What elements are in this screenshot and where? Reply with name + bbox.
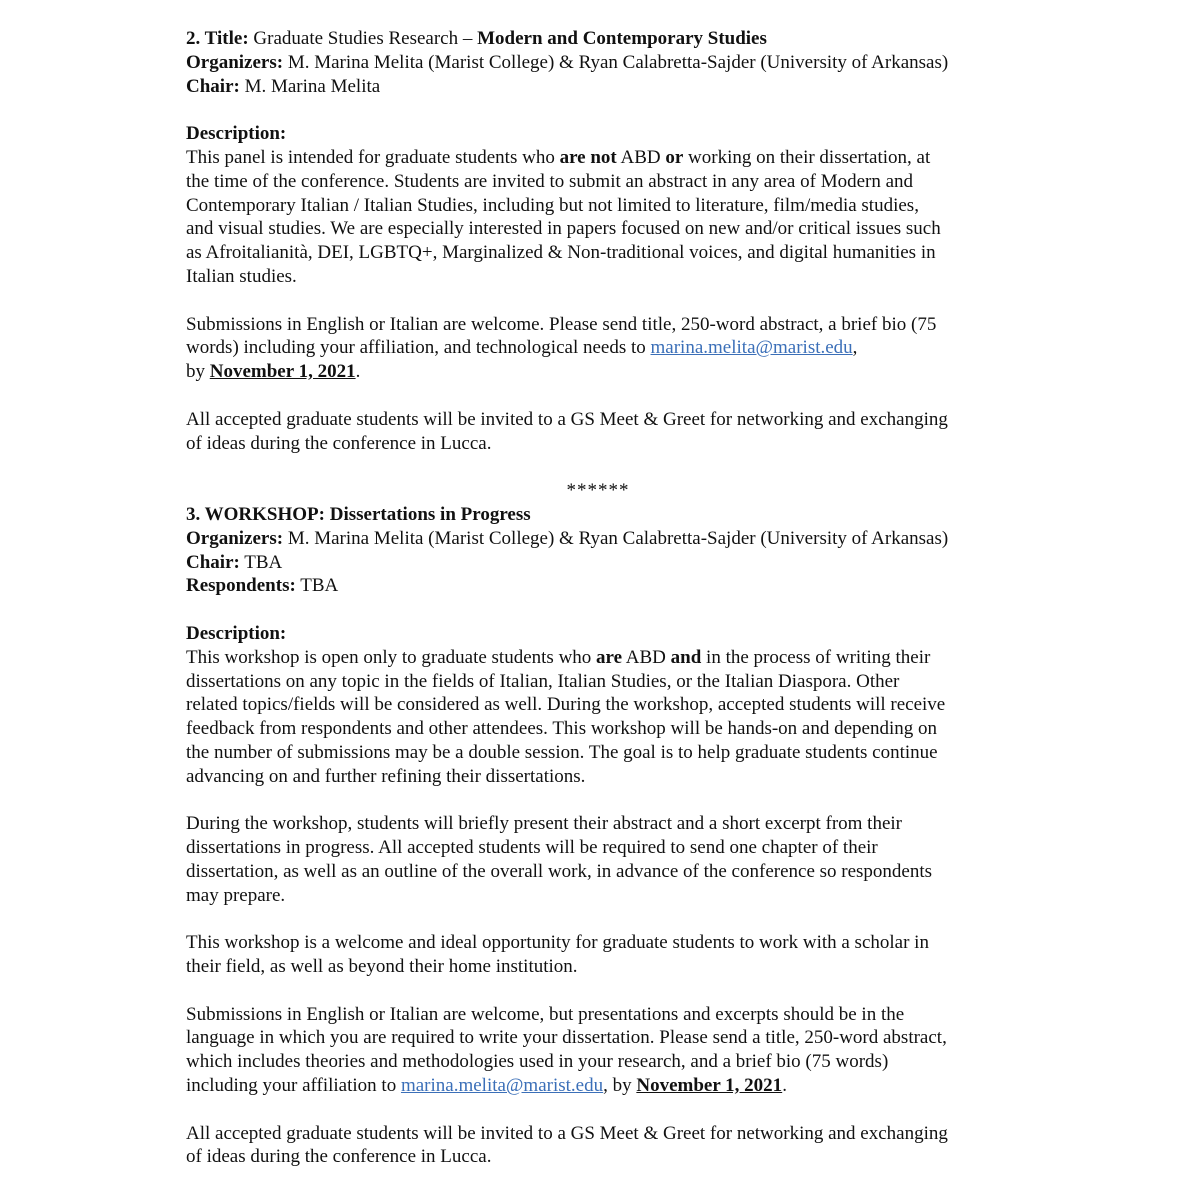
section3-respondents-value: TBA [300, 575, 339, 597]
section3-submission-line-1: Submissions in English or Italian are welcome, but presentations and excerpts should be in the [186, 1003, 905, 1025]
section2-organizers-label: Organizers: [186, 51, 284, 73]
section2-submission-line-1: Submissions in English or Italian are welcome. Please send title, 250-word abstract, a brief bio (75 [186, 313, 937, 335]
spacer [186, 598, 1026, 622]
section3-desc-line-1 [186, 646, 1026, 670]
section3-title-text: 3. WORKSHOP: Dissertations in Progress [186, 503, 531, 525]
section2-description-heading: Description: [186, 123, 287, 145]
section3-desc-text: This workshop is open only to graduate students who [186, 646, 597, 668]
section3-description-label [186, 622, 1026, 646]
section3-desc-line-6: advancing on and further refining their dissertations. [186, 765, 586, 787]
section2-meet-greet-line-1: All accepted graduate students will be invited to a GS Meet & Greet for networking and exchanging [186, 408, 948, 430]
section3-opportunity-line-2: their field, as well as beyond their home institution. [186, 956, 578, 978]
section2-email-link[interactable]: marina.melita@marist.edu [650, 337, 853, 359]
section2-submission-text: , [852, 337, 858, 359]
section3-email-link[interactable]: marina.melita@marist.edu [400, 1075, 604, 1097]
section3-workshop-line-2: dissertations in progress. All accepted students will be required to send one chapter of their [186, 837, 878, 859]
section2-chair-label: Chair: [186, 75, 240, 97]
section2-deadline-date: November 1, 2021 [209, 361, 356, 383]
spacer [186, 384, 1026, 408]
section2-desc-text: This panel is intended for graduate students who [186, 146, 560, 168]
spacer [186, 98, 1026, 122]
section3-desc-emphasis: and [670, 646, 702, 668]
section2-desc-line-2: the time of the conference. Students are invited to submit an abstract in any area of Modern and [186, 170, 914, 192]
section2-chair-line [186, 75, 1026, 99]
section3-submission-line-3: which includes theories and methodologies used in your research, and a brief bio (75 words) [186, 1051, 889, 1073]
section2-chair-value: M. Marina Melita [244, 75, 381, 97]
section2-organizers-value: M. Marina Melita (Marist College) & Ryan Calabretta-Sajder (University of Arkansas) [287, 51, 949, 73]
section3-opportunity-line-1: This workshop is a welcome and ideal opportunity for graduate students to work with a scholar in [186, 932, 929, 954]
section2-submission-text: by [186, 361, 210, 383]
section3-organizers-value: M. Marina Melita (Marist College) & Ryan Calabretta-Sajder (University of Arkansas) [287, 527, 949, 549]
section2-submission-text: . [355, 361, 361, 383]
section2-submission-line-3 [186, 360, 1026, 384]
section3-meet-greet-line-1: All accepted graduate students will be invited to a GS Meet & Greet for networking and exchanging [186, 1122, 948, 1144]
section3-meet-greet-line-2: of ideas during the conference in Lucca. [186, 1146, 492, 1168]
section3-desc-line-2: dissertations on any topic in the fields of Italian, Italian Studies, or the Italian Diaspora. Other [186, 670, 900, 692]
section3-desc-text: ABD [622, 646, 671, 668]
section2-submission-text: words) including your affiliation, and technological needs to [186, 337, 651, 359]
section3-workshop-line-4: may prepare. [186, 884, 286, 906]
section3-workshop-line-1: During the workshop, students will briefly present their abstract and a short excerpt from their [186, 813, 902, 835]
section3-organizers-line [186, 527, 1026, 551]
section2-desc-emphasis: are not [559, 146, 617, 168]
section3-desc-emphasis: are [596, 646, 623, 668]
section3-chair-label: Chair: [186, 551, 240, 573]
spacer [186, 455, 1026, 479]
section2-title-bold: Modern and Contemporary Studies [477, 28, 767, 49]
spacer [186, 789, 1026, 813]
section3-submission-text: including your affiliation to [186, 1075, 401, 1097]
section2-title-line [186, 27, 1026, 51]
section2-description-label [186, 122, 1026, 146]
section3-workshop-line-3: dissertation, as well as an outline of the overall work, in advance of the conference so respondents [186, 860, 933, 882]
section2-number: 2. [186, 28, 201, 49]
section3-desc-line-4: feedback from respondents and other attendees. This workshop will be hands-on and depending on [186, 718, 938, 740]
section3-desc-line-5: the number of submissions may be a double session. The goal is to help graduate students continue [186, 741, 938, 763]
section2-meet-greet-line-2: of ideas during the conference in Lucca. [186, 432, 492, 454]
spacer [186, 1098, 1026, 1122]
section2-desc-emphasis: or [665, 146, 684, 168]
section2-desc-line-1 [186, 146, 1026, 170]
section3-deadline-date: November 1, 2021 [636, 1075, 783, 1097]
section2-desc-line-4: and visual studies. We are especially interested in papers focused on new and/or critical issues such [186, 218, 941, 240]
section3-chair-value: TBA [244, 551, 283, 573]
spacer [186, 907, 1026, 931]
section3-organizers-label: Organizers: [186, 527, 284, 549]
section3-submission-text: . [782, 1075, 787, 1097]
section3-submission-line-4 [186, 1074, 1026, 1098]
section2-desc-text: ABD [616, 146, 666, 168]
section2-organizers-line [186, 51, 1026, 75]
section3-submission-text: , by [603, 1075, 637, 1097]
section2-desc-text: working on their dissertation, at [683, 146, 931, 168]
section3-title [186, 503, 1026, 527]
section-separator: ****** [566, 480, 630, 502]
section2-desc-line-5: as Afroitalianità, DEI, LGBTQ+, Marginalized & Non-traditional voices, and digital humanities in [186, 242, 936, 264]
section2-desc-line-6: Italian studies. [186, 265, 297, 287]
section3-desc-text: in the process of writing their [701, 646, 931, 668]
section3-submission-line-2: language in which you are required to write your dissertation. Please send a title, 250-word abstract, [186, 1027, 947, 1049]
section3-desc-line-3: related topics/fields will be considered as well. During the workshop, accepted students will receive [186, 694, 946, 716]
section3-respondents-label: Respondents: [186, 575, 296, 597]
section2-desc-line-3: Contemporary Italian / Italian Studies, including but not limited to literature, film/media studies, [186, 194, 919, 216]
section2-title-plain: Graduate Studies Research – [253, 28, 478, 49]
document-page [186, 27, 1026, 1169]
section3-description-heading: Description: [186, 622, 287, 644]
section3-chair-line [186, 551, 1026, 575]
section2-title-label: Title: [204, 28, 249, 49]
spacer [186, 979, 1026, 1003]
section2-submission-line-2 [186, 336, 1026, 360]
section3-respondents-line [186, 574, 1026, 598]
spacer [186, 289, 1026, 313]
